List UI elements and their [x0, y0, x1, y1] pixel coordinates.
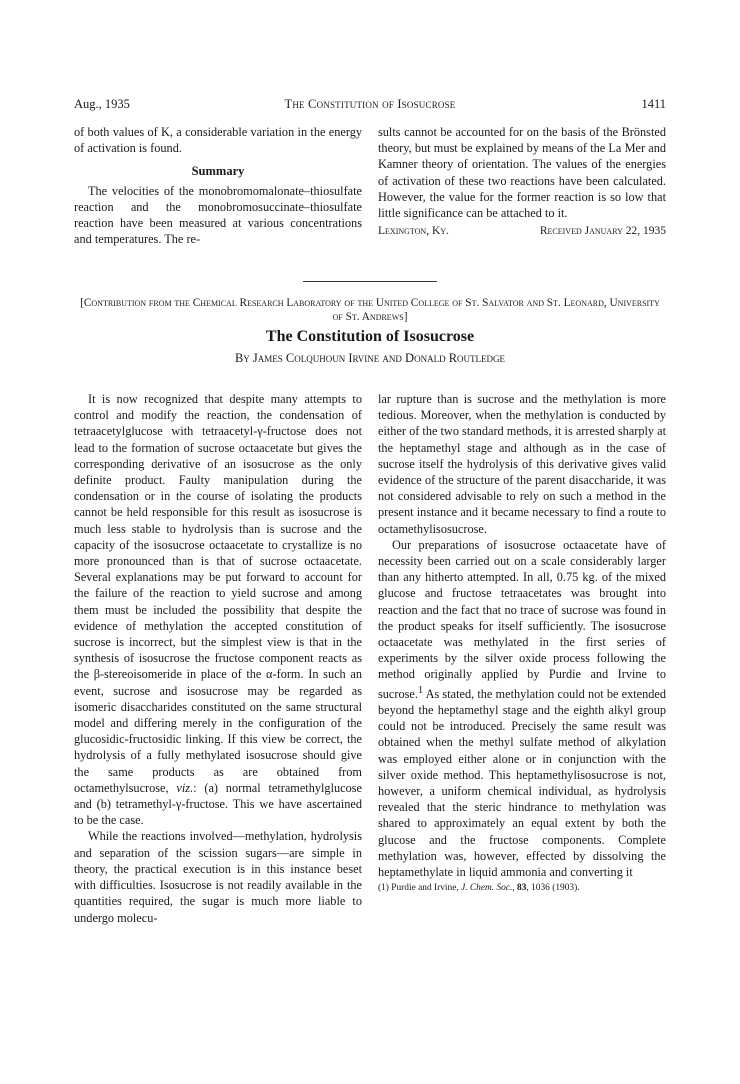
footnote-volume: 83 [517, 883, 527, 894]
article-left-column [74, 391, 362, 926]
footnote-number: (1) [378, 883, 389, 894]
footnote [378, 882, 666, 895]
contribution-note: [Contribution from the Chemical Research Laboratory of the United College of St. Salvator and St. Leonard, University of St. Andrews] [80, 297, 660, 323]
footnote-reference[interactable]: 1 [417, 684, 424, 696]
text-run: It is now recognized that despite many attempts to control and modify the reaction, the condensation of tetraacetylglucose with tetraacetyl-γ-fructose does not lead to the formation of sucrose octaacetate but gives the corresponding derivative of an isosucrose as the only definite product. Faulty manipulation during the condensation or in the course of isolating the products cannot be held responsible for this result as isosucrose is much less stable to hydrolysis than is sucrose and the capacity of the isosucrose octaacetate to crystallize is no more pronounced than is that of sucrose octaacetate. Several explanations may be put forward to account for the failure of the reaction to yield sucrose and among them must be included the possibility that despite the evidence of methylation the accepted constitution of sucrose is incorrect, but the simplest view is that in the synthesis of isosucrose the fructose component reacts as the β-stereoisomeride in place of the α-form. In such an event, sucrose and isosucrose may be regarded as isomeric disaccharides constituted on the same structural model and differing merely in the configuration of the glucosidic-fructosidic linking. If this view be correct, the hydrolysis of a fully methylated isosucrose should give the same products as are obtained from octamethylsucrose, [74, 392, 362, 795]
footnote-authors: Purdie and Irvine, [388, 883, 462, 894]
previous-article-right-column [378, 124, 666, 241]
paragraph: sults cannot be accounted for on the basis of the Brönsted theory, but must be explained by means of the La Mer and Kamner theory of orientation. The values of the energies of activation of these two reactions have been calculated. However, the value for the former reaction is so low that little significance can be attached to it. [378, 125, 666, 221]
issue-date: Aug., 1935 [74, 97, 130, 111]
paragraph: While the reactions involved—methylation, hydrolysis and separation of the scission sugars—are simple in theory, the practical execution is in this instance beset with difficulties. Isosucrose is not readily available in the quantities required, the sugar is much more liable to undergo molecu- [74, 829, 362, 925]
text-run: : (a) normal tetramethylglucose and (b) tetramethyl-γ-fructose. This we have ascertained to be the case. [74, 780, 362, 828]
article-right-column [378, 391, 666, 895]
running-head [74, 97, 666, 115]
footnote-pages: , 1036 (1903). [526, 883, 580, 894]
paragraph: lar rupture than is sucrose and the methylation is more tedious. Moreover, when the methylation is conducted by either of the two standard methods, it is arrested sharply at the heptamethyl stage and although as in the case of sucrose itself the hydrolysis of this derivative gives valid evidence of the structure of the parent disaccharide, it was not considered advisable to rely on such a method in the present instance and it became necessary to find a route to octamethylisosucrose. [378, 392, 666, 536]
previous-article-left-column [74, 124, 362, 247]
paragraph [378, 537, 666, 880]
signature-line [378, 223, 666, 241]
running-title: The Constitution of Isosucrose [284, 97, 456, 111]
paragraph: of both values of K, a considerable variation in the energy of activation is found. [74, 125, 362, 156]
footnote-separator: , [512, 883, 518, 894]
footnote-journal: J. Chem. Soc. [461, 883, 513, 894]
byline: By James Colquhoun Irvine and Donald Routledge [234, 351, 506, 365]
section-divider [303, 281, 437, 282]
page-number: 1411 [641, 97, 666, 111]
received-date: Received January 22, 1935 [539, 225, 666, 238]
summary-paragraph: The velocities of the monobromomalonate–thiosulfate reaction and the monobromosuccinate–thiosulfate reaction have been measured at various concentrations and temperatures. The re- [74, 183, 362, 247]
summary-heading: Summary [191, 164, 245, 179]
article-title: The Constitution of Isosucrose [265, 328, 475, 345]
author-location: Lexington, Ky. [378, 225, 449, 238]
text-run: As stated, the methylation could not be extended beyond the heptamethyl stage and the eighth alkyl group could not be introduced. Precisely the same result was obtained when the methyl sulfate method of alkylation was employed either alone or in conjunction with the silver oxide method. This heptamethylisosucrose is not, however, a uniform chemical individual, as hydrolysis revealed that the steric hindrance to methylation was shared to approximately an equal extent by both the glucose and the fructose components. Complete methylation was, however, effected by dissolving the heptamethylate in liquid ammonia and converting it [378, 686, 666, 879]
abbreviation: viz. [176, 780, 194, 795]
text-run: Our preparations of isosucrose octaacetate have of necessity been carried out on a scale considerably larger than any hitherto attempted. In all, 0.75 kg. of the mixed glucose and fructose tetraacetates was brought into reaction and the fact that no trace of sucrose was found in the product speaks for itself sufficiently. The isosucrose octaacetate was methylated in the first series of experiments by the silver oxide process following the method originally applied by Purdie and Irvine to sucrose. [378, 537, 666, 701]
paragraph [74, 391, 362, 828]
